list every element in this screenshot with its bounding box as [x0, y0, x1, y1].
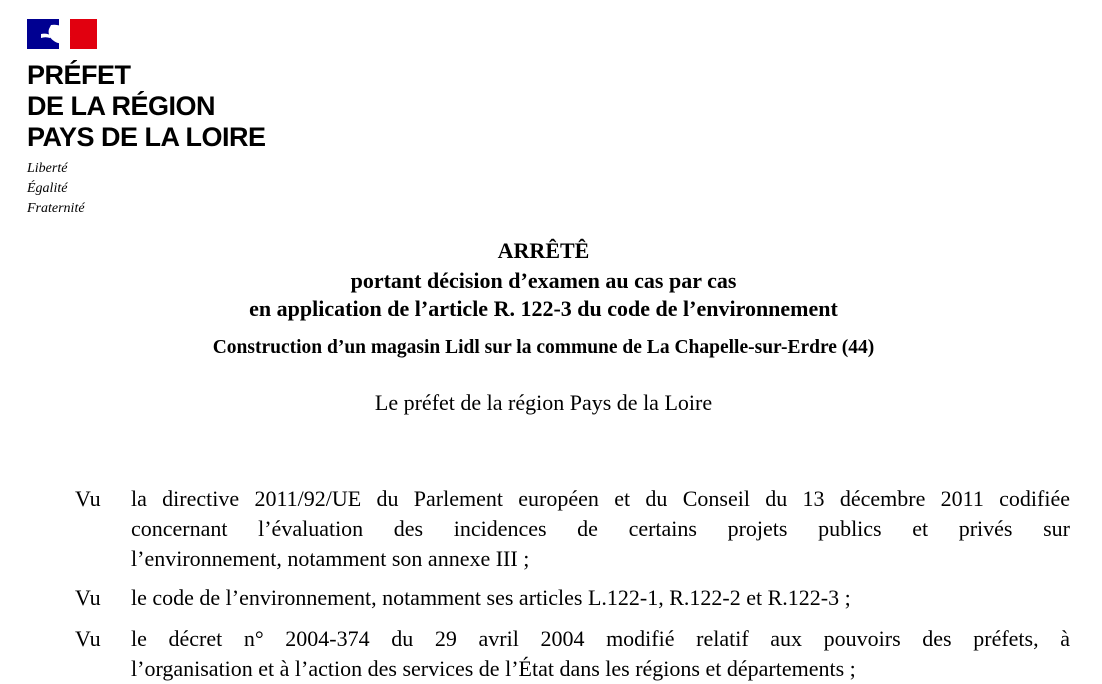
- consideration-text-line: le code de l’environnement, notamment ses articles L.122-1, R.122-2 et R.122-3 ;: [131, 585, 851, 610]
- document-subtitle-line-2: en application de l’article R. 122-3 du code de l’environnement: [249, 296, 838, 321]
- consideration-text-line: concernant l’évaluation des incidences de certains projets publics et privés sur: [131, 516, 1070, 541]
- consideration-text: [131, 484, 1070, 574]
- consideration-text: [131, 624, 1070, 684]
- marianne-profile-icon: [27, 19, 97, 49]
- document-subtitle-line-1: portant décision d’examen au cas par cas: [350, 268, 737, 293]
- marianne-flag-logo: [27, 19, 97, 49]
- consideration-label: Vu: [75, 626, 101, 651]
- consideration-text-line: l’environnement, notamment son annexe III ;: [131, 546, 530, 571]
- consideration-text-line: la directive 2011/92/UE du Parlement européen et du Conseil du 13 décembre 2011 codifiée: [131, 486, 1070, 511]
- consideration-text: [131, 583, 1070, 613]
- consideration-label: Vu: [75, 486, 101, 511]
- project-title: Construction d’un magasin Lidl sur la commune de La Chapelle-sur-Erdre (44): [212, 337, 875, 358]
- consideration-text-line: l’organisation et à l’action des services de l’État dans les régions et départements ;: [131, 656, 856, 681]
- motto-egalite: Égalité: [27, 181, 68, 196]
- motto-fraternite: Fraternité: [27, 201, 85, 216]
- issuing-authority: Le préfet de la région Pays de la Loire: [374, 390, 713, 415]
- consideration-label: Vu: [75, 585, 101, 610]
- logo-line-region: DE LA RÉGION: [27, 91, 216, 121]
- prefecture-logo: [27, 19, 277, 219]
- motto-liberte: Liberté: [27, 161, 68, 176]
- republic-motto: [27, 159, 277, 219]
- document-title: ARRÊTÊ: [497, 238, 590, 263]
- logo-line-pays-de-la-loire: PAYS DE LA LOIRE: [27, 122, 266, 152]
- consideration-text-line: le décret n° 2004-374 du 29 avril 2004 modifié relatif aux pouvoirs des préfets, à: [131, 626, 1070, 651]
- logo-line-prefet: PRÉFET: [27, 60, 131, 90]
